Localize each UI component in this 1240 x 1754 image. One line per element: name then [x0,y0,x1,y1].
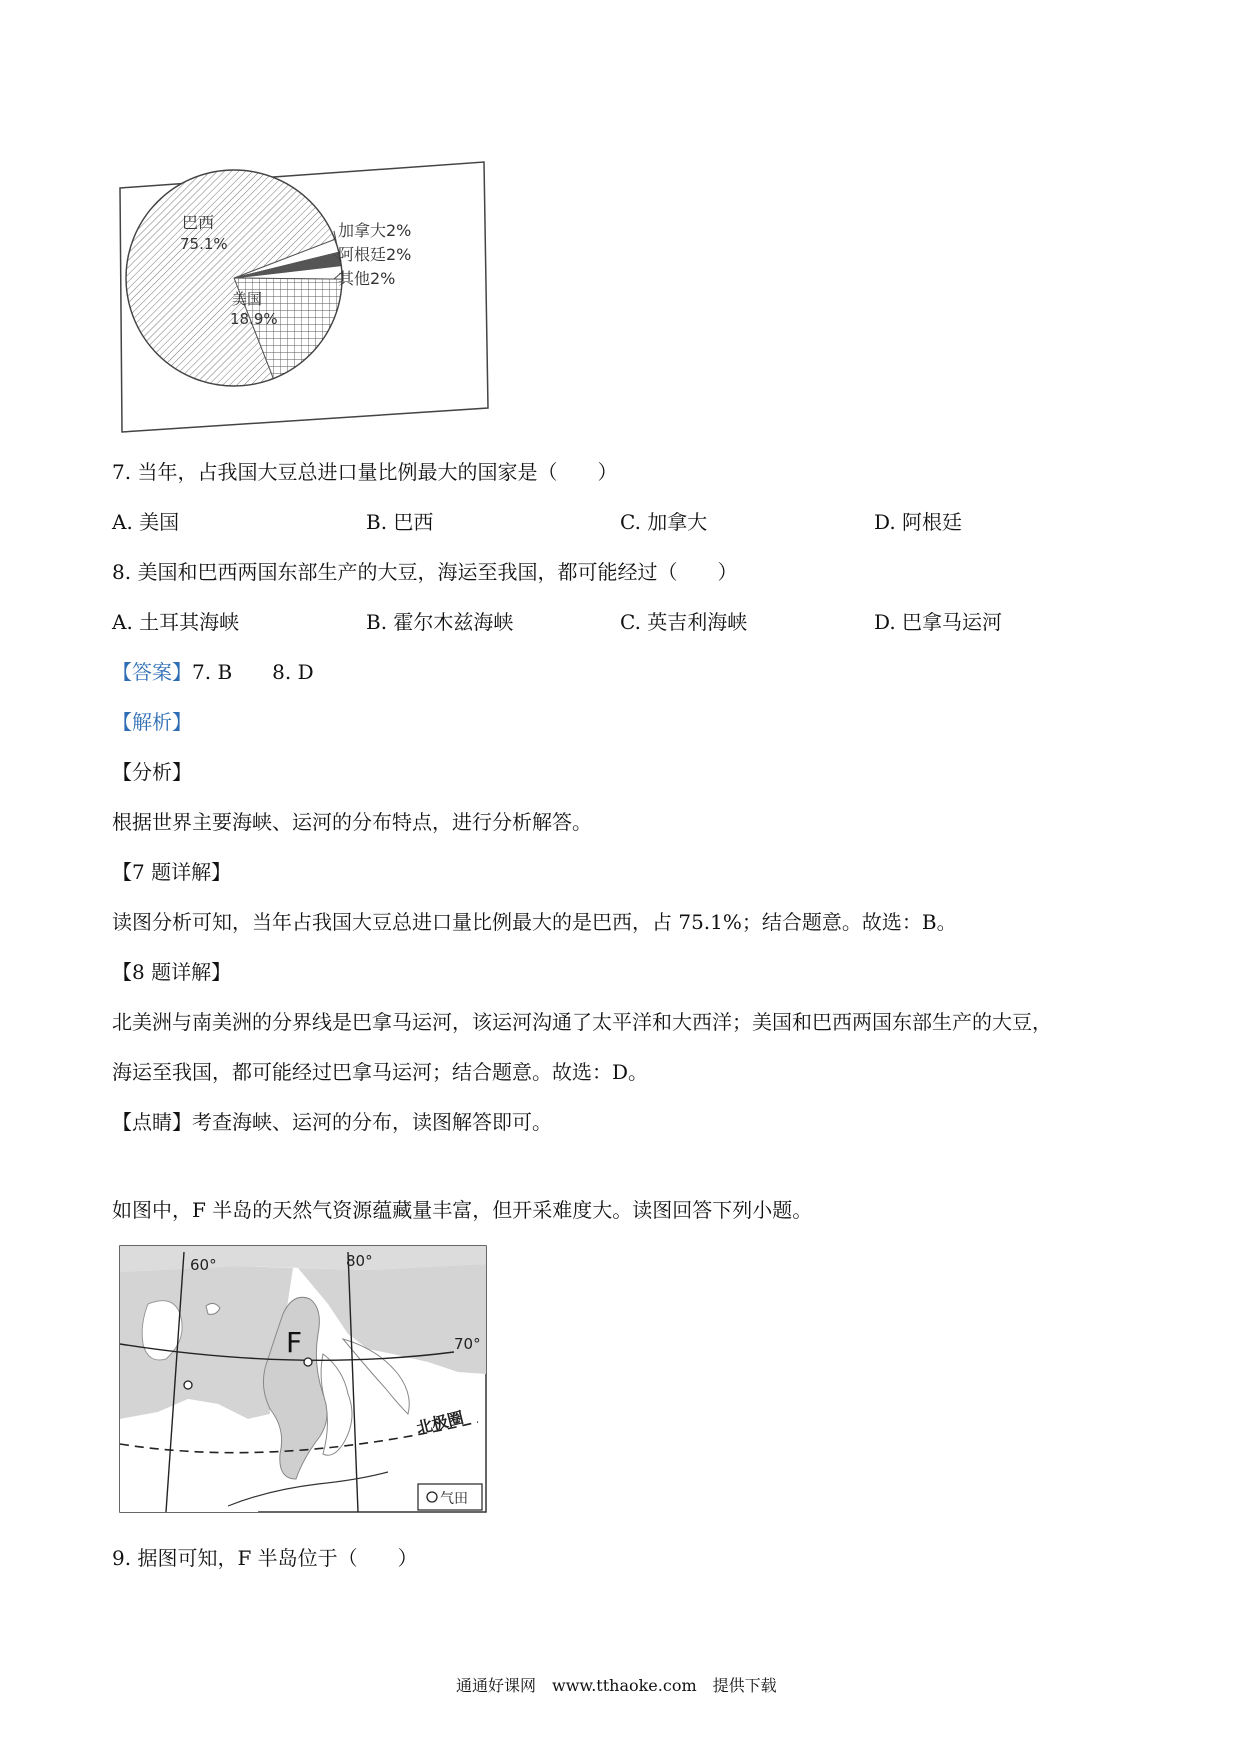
q8-option-d[interactable]: D. 巴拿马运河 [874,610,1003,634]
q8-option-c[interactable]: C. 英吉利海峡 [620,610,748,634]
analysis-tag: 【解析】 [112,710,192,734]
pie-label-usa-name: 美国 [232,290,263,308]
detail8-tag: 【8 题详解】 [112,960,232,984]
pie-label-usa-value: 18.9% [230,310,278,328]
detail7-tag: 【7 题详解】 [112,860,232,884]
gas-field-icon-2 [184,1381,192,1389]
dianjing-tag: 【点睛】 [112,1110,192,1134]
map-intro: 如图中，F 半岛的天然气资源蕴藏量丰富，但开采难度大。读图回答下列小题。 [112,1198,813,1222]
detail8-line1: 北美洲与南美洲的分界线是巴拿马运河，该运河沟通了太平洋和大西洋；美国和巴西两国东部生产的大豆， [112,1010,1052,1034]
gas-field-icon [304,1358,312,1366]
pie-label-brazil-name: 巴西 [182,213,215,232]
detail8-line2: 海运至我国，都可能经过巴拿马运河；结合题意。故选：D。 [112,1060,649,1084]
q9-stem: 9. 据图可知，F 半岛位于（ ） [112,1546,418,1570]
q7-option-d[interactable]: D. 阿根廷 [874,510,963,534]
q8-option-a[interactable]: A. 土耳其海峡 [112,610,240,634]
pie-label-brazil-value: 75.1% [180,235,228,253]
q7-option-c[interactable]: C. 加拿大 [620,510,708,534]
q7-option-a[interactable]: A. 美国 [112,510,180,534]
pie-label-2: 其他2% [338,269,396,288]
page-footer: 通通好课网 www.tthaoke.com 提供下载 [456,1676,777,1695]
answer-tag: 【答案】 [112,660,192,684]
q7-option-b[interactable]: B. 巴西 [366,510,434,534]
label-lon-80: 80° [346,1252,373,1270]
pie-chart-figure [112,156,492,438]
pie-group [126,170,342,386]
detail7-text: 读图分析可知，当年占我国大豆总进口量比例最大的是巴西，占 75.1%；结合题意。故选：B。 [112,910,957,934]
map-figure [118,1244,488,1514]
q8-stem: 8. 美国和巴西两国东部生产的大豆，海运至我国，都可能经过（ ） [112,560,738,584]
pie-chart-svg [112,156,492,438]
answer-text: 7. B 8. D [192,660,314,684]
legend-label: 气田 [440,1491,468,1507]
pie-label-0: 加拿大2% [338,221,412,240]
label-lon-60: 60° [190,1256,217,1274]
q7-stem: 7. 当年，占我国大豆总进口量比例最大的国家是（ ） [112,460,618,484]
label-lat-70: 70° [454,1335,481,1353]
answer-line [112,658,314,686]
fenxi-tag: 【分析】 [112,760,192,784]
fenxi-text: 根据世界主要海峡、运河的分布特点，进行分析解答。 [112,810,592,834]
q8-option-b[interactable]: B. 霍尔木兹海峡 [366,610,514,634]
dianjing-text: 考查海峡、运河的分布，读图解答即可。 [192,1110,552,1134]
label-arctic-circle: 北极圈 [414,1407,466,1438]
dianjing-line [112,1108,552,1136]
pie-label-1: 阿根廷2% [338,245,412,264]
map-svg [118,1244,488,1514]
label-f-peninsula: F [286,1326,303,1359]
legend-gas-icon [427,1492,437,1502]
